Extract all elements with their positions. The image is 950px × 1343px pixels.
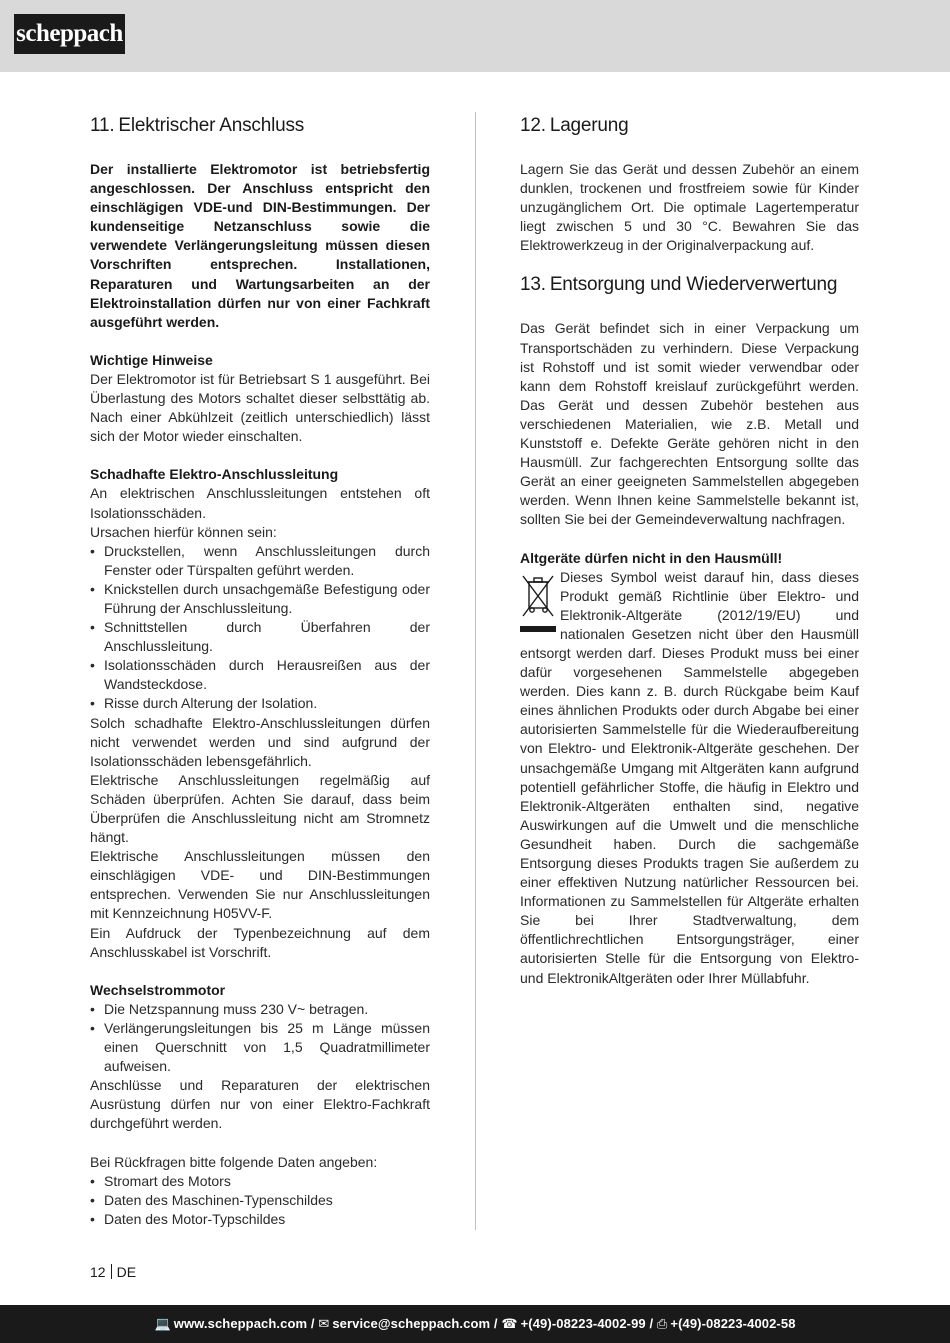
schad-bullet-list: [90, 542, 430, 714]
lagerung-paragraph: Lagern Sie das Gerät und dessen Zubehör an einem dunklen, trockenen und frostfreiem sowie für Kinder unzugänglichem Ort. Die optimale Lagertemperatur liegt zwischen 5 und 30 °C. Bewahren Sie das Elektrowerkzeug in der Originalverpackung auf.: [520, 161, 859, 254]
list-item: • Knickstellen durch unsachgemäße Befestigung oder Führung der Anschlussleitung.: [90, 580, 430, 618]
rueckfragen-paragraph: Bei Rückfragen bitte folgende Daten angeben:: [90, 1153, 378, 1170]
altgeraete-paragraph: Dieses Symbol weist darauf hin, dass dieses Produkt gemäß Richtlinie über Elektro- und Elektronik-Altgeräte (2012/19/EU) und nationalen Gesetzen nicht über den Hausmüll entsorgt werden darf. Dieses Produkt muss bei einer dafür vorgesehenen Sammelstelle abgegeben werden. Dies kann z. B. durch Rückgabe beim Kauf eines ähnlichen Produkts oder durch Abgabe bei einer autorisierten Sammelstelle für die Wiederaufbereitung von Elektro- und Elektronik-Altgeräte geschehen. Der unsachgemäße Umgang mit Altgeräten kann aufgrund potentiell gefährlicher Stoffe, die häufig in Elektro und Elektronik-Altgeräten enthalten sind, negative Auswirkungen auf die Umwelt und die menschliche Gesundheit haben. Durch die sachgemäße Entsorgung dieses Produkts tragen Sie außerdem zu einer effektiven Nutzung natürlicher Ressourcen bei. Informationen zu Sammelstellen für Altgeräte erhalten Sie bei Ihrer Stadtverwaltung, dem öffentlichrechtlichen Entsorgungsträger, einer autorisierten Stelle für die Entsorgung von Elektro- und ElektronikAltgeräten oder Ihrer Müllabfuhr.: [520, 568, 859, 986]
subheading-wichtige-hinweise: Wichtige Hinweise: [90, 351, 213, 368]
left-column: [90, 112, 430, 1229]
list-item: • Schnittstellen durch Überfahren der Anschlussleitung.: [90, 618, 430, 656]
list-item: • Risse durch Alterung der Isolation.: [90, 694, 430, 713]
section-title-text: Elektrischer Anschluss: [118, 115, 305, 136]
list-item: • Verlängerungsleitungen bis 25 m Länge müssen einen Querschnitt von 1,5 Quadratmillimeter aufweisen.: [90, 1019, 430, 1076]
footer-bar: [0, 1305, 950, 1343]
intro-paragraph: Der installierte Elektromotor ist betriebsfertig angeschlossen. Der Anschluss entspricht den einschlägigen VDE-und DIN-Bestimmungen. Der kundenseitige Netzanschluss sowie die verwendete Verlängerungsleitung müssen diesen Vorschriften entsprechen. Installationen, Reparaturen und Wartungsarbeiten an der Elektroinstallation dürfen nur von einer Fachkraft ausgeführt werden.: [90, 161, 430, 330]
section-number: 11.: [90, 115, 115, 136]
subheading-wechselstrommotor: Wechselstrommotor: [90, 981, 226, 998]
page-number: [90, 1264, 136, 1280]
footer-website-link[interactable]: www.scheppach.com /: [173, 1316, 315, 1331]
list-item: • Die Netzspannung muss 230 V~ betragen.: [90, 1000, 430, 1019]
list-item: • Stromart des Motors: [90, 1172, 430, 1191]
right-column: [520, 112, 859, 988]
schad-paragraph-3: Solch schadhafte Elektro-Anschlussleitungen dürfen nicht verwendet werden und sind aufgrund der Isolationsschäden lebensgefährlich.: [90, 714, 430, 769]
hinweise-paragraph: Der Elektromotor ist für Betriebsart S 1 ausgeführt. Bei Überlastung des Motors schaltet dieser selbsttätig ab. Nach einer Abkühlzeit (zeitlich unterschiedlich) lässt sich der Motor wieder einschalten.: [90, 370, 430, 445]
weee-block: [520, 568, 859, 988]
schad-paragraph-1: An elektrischen Anschlussleitungen entstehen oft Isolationsschäden.: [90, 485, 430, 521]
footer-fax: +(49)-08223-4002-58: [670, 1316, 796, 1331]
footer-email-link[interactable]: service@scheppach.com /: [332, 1316, 498, 1331]
envelope-icon: ✉: [318, 1316, 330, 1331]
crossed-out-wheelie-bin-icon: [520, 570, 556, 634]
list-item: • Daten des Motor-Typschildes: [90, 1210, 430, 1229]
brand-logo: scheppach: [14, 14, 125, 54]
subheading-schadhafte-leitung: Schadhafte Elektro-Anschlussleitung: [90, 466, 339, 483]
footer-phone: +(49)-08223-4002-99 /: [520, 1316, 654, 1331]
wechsel-bullet-list: [90, 1000, 430, 1076]
fax-icon: ⎙: [656, 1316, 668, 1331]
page-language: DE: [116, 1264, 137, 1280]
column-divider: [475, 112, 476, 1230]
section-title-entsorgung: [520, 271, 859, 299]
schad-paragraph-4: Elektrische Anschlussleitungen regelmäßig auf Schäden überprüfen. Achten Sie darauf, dass beim Überprüfen die Anschlussleitung nicht am Stromnetz hängt.: [90, 771, 430, 846]
list-item: • Druckstellen, wenn Anschlussleitungen durch Fenster oder Türspalten geführt werden.: [90, 542, 430, 580]
schad-paragraph-5: Elektrische Anschlussleitungen müssen den einschlägigen VDE- und DIN-Bestimmungen entsprechen. Verwenden Sie nur Anschlussleitungen mit Kennzeichnung H05VV-F.: [90, 848, 430, 922]
section-number: 12.: [520, 115, 546, 136]
telephone-icon: ☎: [501, 1316, 518, 1331]
list-item: • Daten des Maschinen-Typenschildes: [90, 1191, 430, 1210]
section-number: 13.: [520, 274, 546, 296]
section-title-text: Lagerung: [549, 115, 629, 136]
rueckfragen-bullet-list: [90, 1172, 430, 1229]
schad-paragraph-6: Ein Aufdruck der Typenbezeichnung auf dem Anschlusskabel ist Vorschrift.: [90, 924, 430, 960]
header-bar: [0, 0, 950, 72]
section-title-text: Entsorgung und Wiederverwertung: [549, 274, 838, 296]
entsorgung-paragraph: Das Gerät befindet sich in einer Verpackung um Transportschäden zu verhindern. Diese Verpackung ist Rohstoff und ist somit wieder verwendbar oder kann dem Rohstoff kreislauf zurückgeführt werden. Das Gerät und dessen Zubehör bestehen aus verschiedenen Materialien, wie z.B. Metall und Kunststoff e. Defekte Geräte gehören nicht in den Hausmüll. Zur fachgerechten Entsorgung sollte das Gerät an einer geeigneten Sammelstellen abgegeben werden. Wenn Ihnen keine Sammelstelle bekannt ist, sollten Sie bei der Gemeindeverwaltung nachfragen.: [520, 320, 859, 528]
wechsel-paragraph: Anschlüsse und Reparaturen der elektrischen Ausrüstung dürfen nur von einer Elektro-Fachkraft durchgeführt werden.: [90, 1077, 430, 1132]
page-number-separator: [111, 1264, 112, 1279]
section-title-elektrischer-anschluss: [90, 112, 430, 140]
subheading-altgeraete: Altgeräte dürfen nicht in den Hausmüll!: [520, 549, 783, 566]
schad-paragraph-2: Ursachen hierfür können sein:: [90, 523, 277, 540]
section-title-lagerung: [520, 112, 859, 140]
laptop-icon: 💻: [154, 1316, 171, 1331]
list-item: • Isolationsschäden durch Herausreißen aus der Wandsteckdose.: [90, 656, 430, 694]
page-number-value: 12: [90, 1264, 106, 1280]
